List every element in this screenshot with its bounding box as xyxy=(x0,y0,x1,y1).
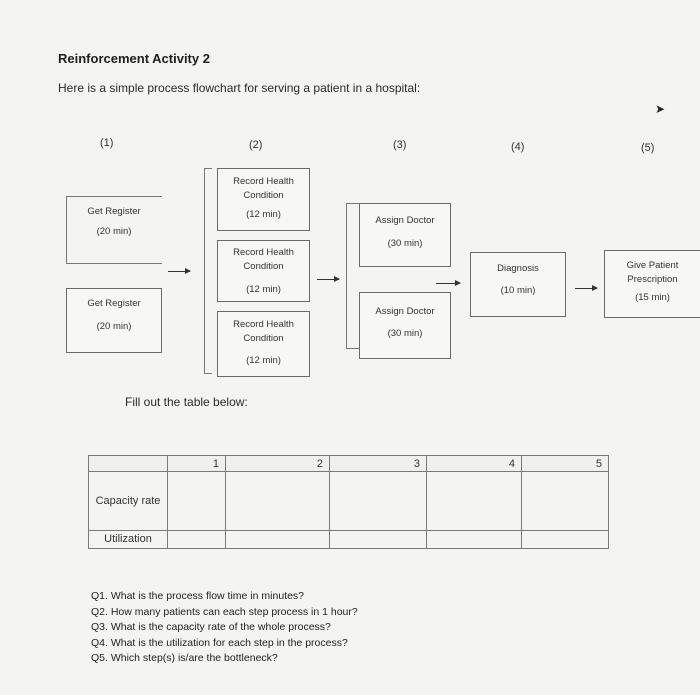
column-label-3: (3) xyxy=(393,139,407,151)
question-1: Q1. What is the process flow time in minutes? xyxy=(91,590,304,602)
step-duration: (12 min) xyxy=(246,209,281,220)
question-list xyxy=(91,589,358,667)
diagnosis-step xyxy=(470,252,566,317)
table-header-2: 2 xyxy=(226,456,330,472)
step-duration: (20 min) xyxy=(96,321,132,332)
utilization-cell-2[interactable] xyxy=(226,531,330,549)
table-header-row xyxy=(89,456,609,472)
table-header-4: 4 xyxy=(427,456,522,472)
capacity-cell-5[interactable] xyxy=(522,472,609,531)
get-register-step-1 xyxy=(66,196,162,264)
assign-doctor-step-1 xyxy=(359,203,451,267)
page-subtitle: Here is a simple process flowchart for serving a patient in a hospital: xyxy=(58,81,421,95)
table-row-utilization xyxy=(89,531,609,549)
arrow-2-to-3 xyxy=(317,279,339,280)
step-name: Get Register xyxy=(87,206,141,217)
arrow-4-to-5 xyxy=(575,288,597,289)
question-4: Q4. What is the utilization for each step in the process? xyxy=(91,636,348,649)
table-header-3: 3 xyxy=(330,456,427,472)
step-name: Record Health Condition xyxy=(233,247,294,272)
column-label-1: (1) xyxy=(100,137,114,149)
step-duration: (12 min) xyxy=(246,284,281,295)
utilization-cell-5[interactable] xyxy=(522,531,609,549)
step-duration: (15 min) xyxy=(635,292,670,303)
arrow-3-to-4 xyxy=(436,283,460,284)
fill-instruction: Fill out the table below: xyxy=(125,395,248,409)
give-prescription-step xyxy=(604,250,700,318)
question-2: Q2. How many patients can each step process in 1 hour? xyxy=(91,605,358,618)
step-duration: (30 min) xyxy=(387,238,423,249)
question-3: Q3. What is the capacity rate of the whole process? xyxy=(91,621,331,633)
column-label-4: (4) xyxy=(511,141,525,153)
pointer-icon: ➤ xyxy=(655,102,666,116)
question-5: Q5. Which step(s) is/are the bottleneck? xyxy=(91,652,278,664)
page-title: Reinforcement Activity 2 xyxy=(58,51,210,66)
table-row-capacity xyxy=(89,472,609,531)
column-label-5: (5) xyxy=(641,142,655,154)
step-name: Give Patient Prescription xyxy=(626,260,679,285)
record-health-step-3 xyxy=(217,311,310,377)
table-corner-cell xyxy=(89,456,168,472)
arrow-1-to-2 xyxy=(168,271,190,272)
step-duration: (10 min) xyxy=(500,285,536,296)
step-duration: (20 min) xyxy=(96,226,132,237)
capacity-cell-3[interactable] xyxy=(330,472,427,531)
step-duration: (12 min) xyxy=(246,355,281,366)
column-label-2: (2) xyxy=(249,139,263,151)
record-health-step-2 xyxy=(217,240,310,302)
answer-table xyxy=(88,455,609,549)
utilization-cell-1[interactable] xyxy=(168,531,226,549)
step-name: Record Health Condition xyxy=(233,176,294,201)
capacity-cell-2[interactable] xyxy=(226,472,330,531)
step-duration: (30 min) xyxy=(387,328,423,339)
get-register-step-2 xyxy=(66,288,162,353)
row-label-utilization: Utilization xyxy=(89,531,168,549)
row-label-capacity: Capacity rate xyxy=(89,472,168,531)
utilization-cell-3[interactable] xyxy=(330,531,427,549)
record-health-step-1 xyxy=(217,168,310,231)
capacity-cell-4[interactable] xyxy=(427,472,522,531)
step-name: Assign Doctor xyxy=(375,306,435,317)
stage-2-bracket xyxy=(204,168,212,374)
step-name: Record Health Condition xyxy=(233,319,294,344)
stage-3-bracket xyxy=(346,203,360,349)
step-name: Get Register xyxy=(87,298,141,309)
step-name: Assign Doctor xyxy=(375,215,435,226)
capacity-cell-1[interactable] xyxy=(168,472,226,531)
table-header-5: 5 xyxy=(522,456,609,472)
utilization-cell-4[interactable] xyxy=(427,531,522,549)
table-header-1: 1 xyxy=(168,456,226,472)
step-name: Diagnosis xyxy=(497,263,539,274)
assign-doctor-step-2 xyxy=(359,292,451,359)
